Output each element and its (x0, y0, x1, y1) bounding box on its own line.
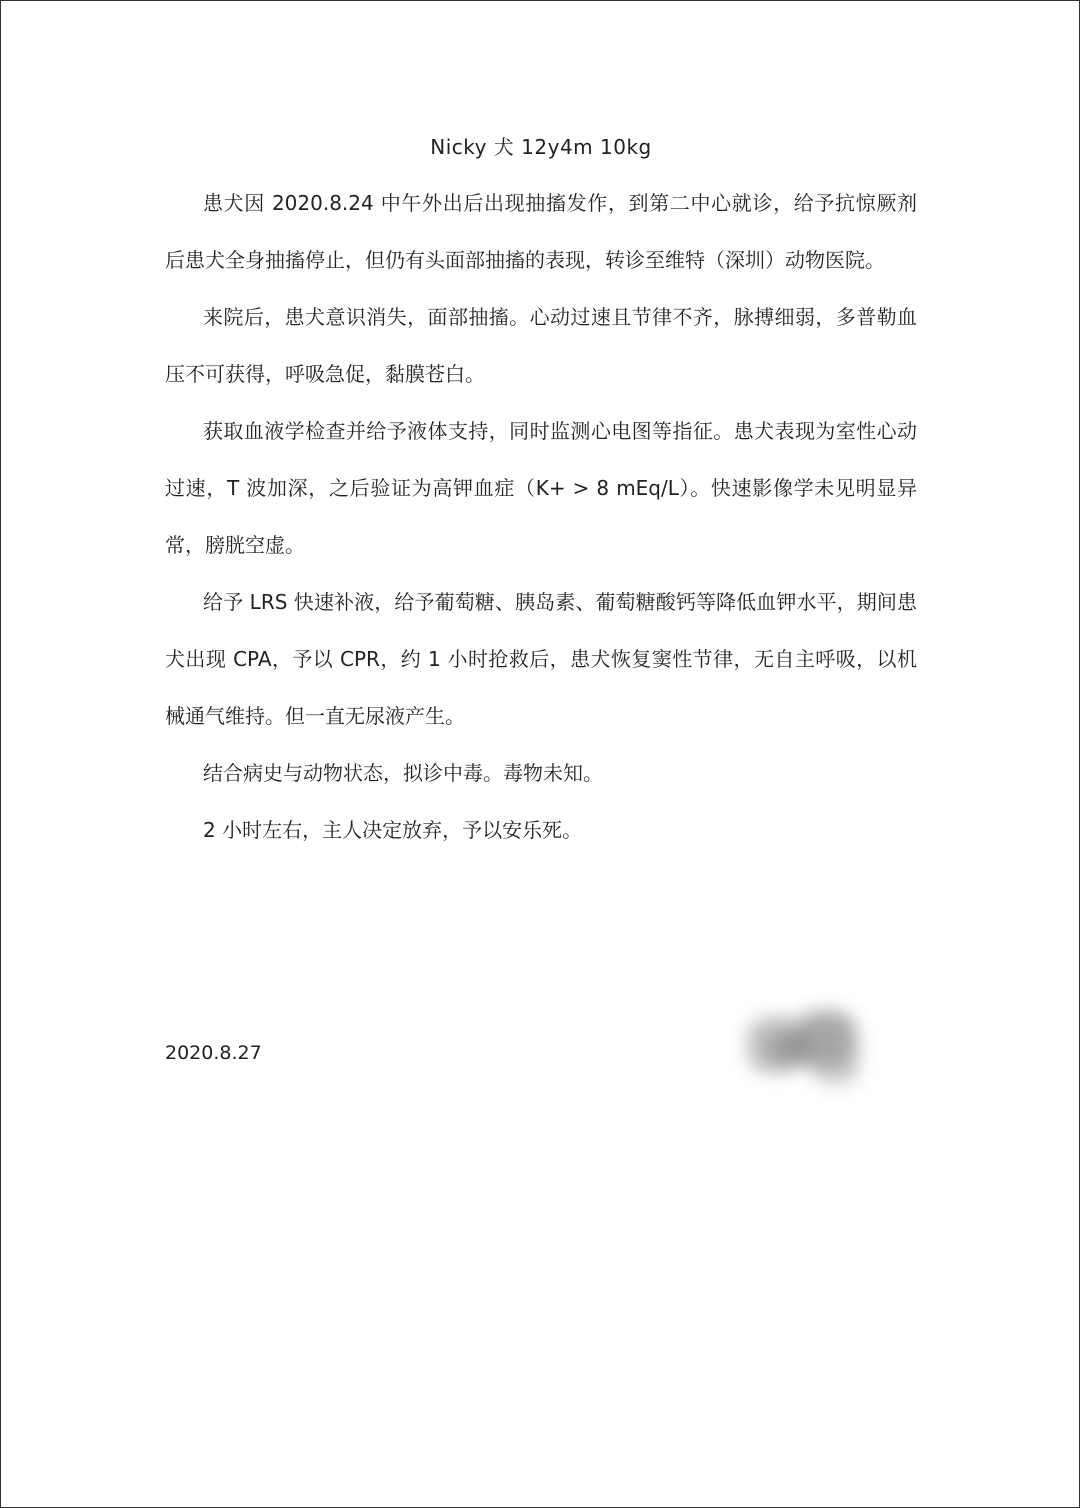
document-body (165, 175, 917, 859)
paragraph-history: 患犬因 2020.8.24 中午外出后出现抽搐发作，到第二中心就诊，给予抗惊厥剂后患犬全身抽搐停止，但仍有头面部抽搐的表现，转诊至维特（深圳）动物医院。 (165, 191, 917, 272)
document-title: Nicky 犬 12y4m 10kg (430, 135, 652, 159)
paragraph-outcome: 2 小时左右，主人决定放弃，予以安乐死。 (203, 818, 583, 842)
paragraph-treatment: 给予 LRS 快速补液，给予葡萄糖、胰岛素、葡萄糖酸钙等降低血钾水平，期间患犬出现 CPA，予以 CPR，约 1 小时抢救后，患犬恢复窦性节律，无自主呼吸，以机械通气维持。但一直无尿液产生。 (165, 590, 917, 728)
document-date: 2020.8.27 (165, 1042, 262, 1064)
paragraph-diagnostics: 获取血液学检查并给予液体支持，同时监测心电图等指征。患犬表现为室性心动过速，T 波加深，之后验证为高钾血症（K+ > 8 mEq/L）。快速影像学未见明显异常，膀胱空虚。 (165, 419, 917, 557)
paragraph-diagnosis: 结合病史与动物状态，拟诊中毒。毒物未知。 (203, 761, 603, 785)
blurred-signature (741, 1003, 871, 1089)
paragraph-admission: 来院后，患犬意识消失，面部抽搐。心动过速且节律不齐，脉搏细弱，多普勒血压不可获得，呼吸急促，黏膜苍白。 (165, 305, 917, 386)
